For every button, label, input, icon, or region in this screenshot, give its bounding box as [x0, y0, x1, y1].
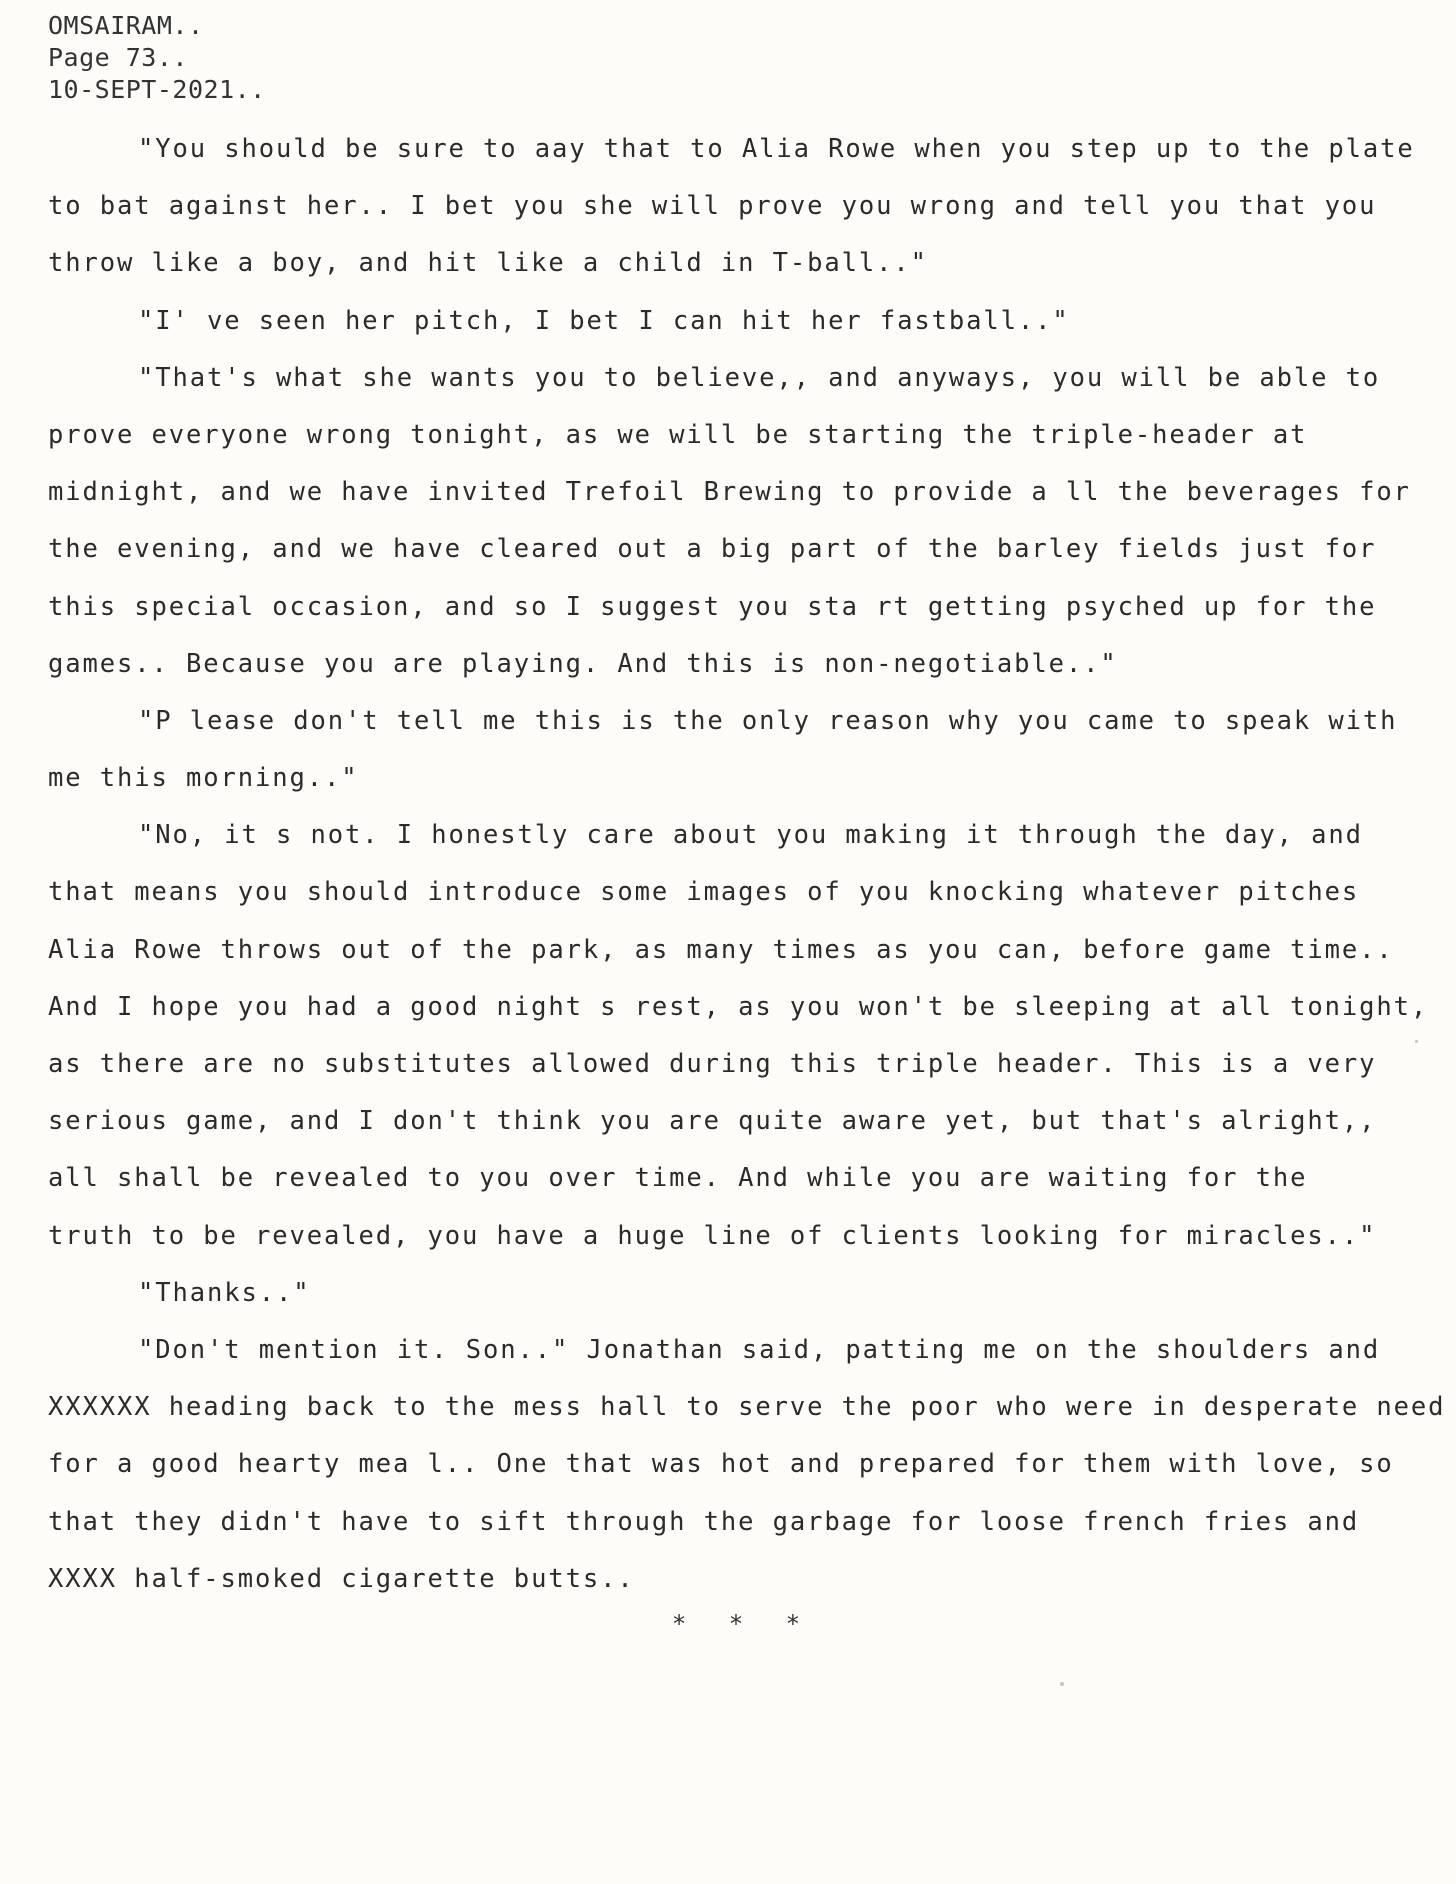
text-line: "That's what she wants you to believe,, and anyways, you will be able to	[138, 362, 1381, 393]
header-line-1: OMSAIRAM..	[48, 11, 204, 40]
text-line: that they didn't have to sift through the garbage for loose french fries and	[48, 1506, 1360, 1537]
text-line: that means you should introduce some images of you knocking whatever pitches	[48, 877, 1360, 908]
text-line: this special occasion, and so I suggest you sta rt getting psyched up for the	[48, 591, 1377, 622]
text-line: serious game, and I don't think you are quite aware yet, but that's alright,,	[48, 1106, 1377, 1137]
page-header	[48, 10, 266, 106]
text-line: Alia Rowe throws out of the park, as many times as you can, before game time..	[48, 934, 1394, 965]
text-line: "You should be sure to aay that to Alia Rowe when you step up to the plate	[138, 134, 1415, 164]
text-line: "I' ve seen her pitch, I bet I can hit her fastball.."	[138, 305, 1070, 336]
text-line: XXXXXX heading back to the mess hall to serve the poor who were in desperate need	[48, 1392, 1446, 1423]
text-line: "No, it s not. I honestly care about you making it through the day, and	[138, 820, 1363, 851]
paper-speck	[1415, 1040, 1418, 1043]
text-line: games.. Because you are playing. And this is non-negotiable.."	[48, 648, 1118, 679]
text-line: "Don't mention it. Son.." Jonathan said, patting me on the shoulders and	[138, 1334, 1381, 1365]
text-line: truth to be revealed, you have a huge line of clients looking for miracles.."	[48, 1220, 1377, 1251]
text-line: And I hope you had a good night s rest, as you won't be sleeping at all tonight,	[48, 991, 1429, 1022]
text-line: throw like a boy, and hit like a child in T-ball.."	[48, 248, 928, 279]
text-line: prove everyone wrong tonight, as we will be starting the triple-header at	[48, 419, 1308, 450]
text-line: all shall be revealed to you over time. And while you are waiting for the	[48, 1163, 1308, 1194]
body-text	[48, 121, 1446, 1608]
text-line: "Thanks.."	[138, 1277, 311, 1308]
text-line: the evening, and we have cleared out a big part of the barley fields just for	[48, 534, 1377, 565]
text-line: "P lease don't tell me this is the only reason why you came to speak with	[138, 705, 1398, 736]
section-separator: * * *	[671, 1610, 815, 1638]
header-line-2: Page 73..	[48, 43, 188, 72]
text-line: to bat against her.. I bet you she will prove you wrong and tell you that you	[48, 191, 1377, 222]
text-line: for a good hearty mea l.. One that was hot and prepared for them with love, so	[48, 1449, 1394, 1480]
header-line-3: 10-SEPT-2021..	[48, 75, 266, 104]
text-line: XXXX half-smoked cigarette butts..	[48, 1563, 635, 1594]
text-line: as there are no substitutes allowed during this triple header. This is a very	[48, 1049, 1377, 1079]
text-line: midnight, and we have invited Trefoil Brewing to provide a ll the beverages for	[48, 477, 1411, 508]
paper-speck	[1060, 1682, 1064, 1686]
text-line: me this morning.."	[48, 763, 359, 794]
